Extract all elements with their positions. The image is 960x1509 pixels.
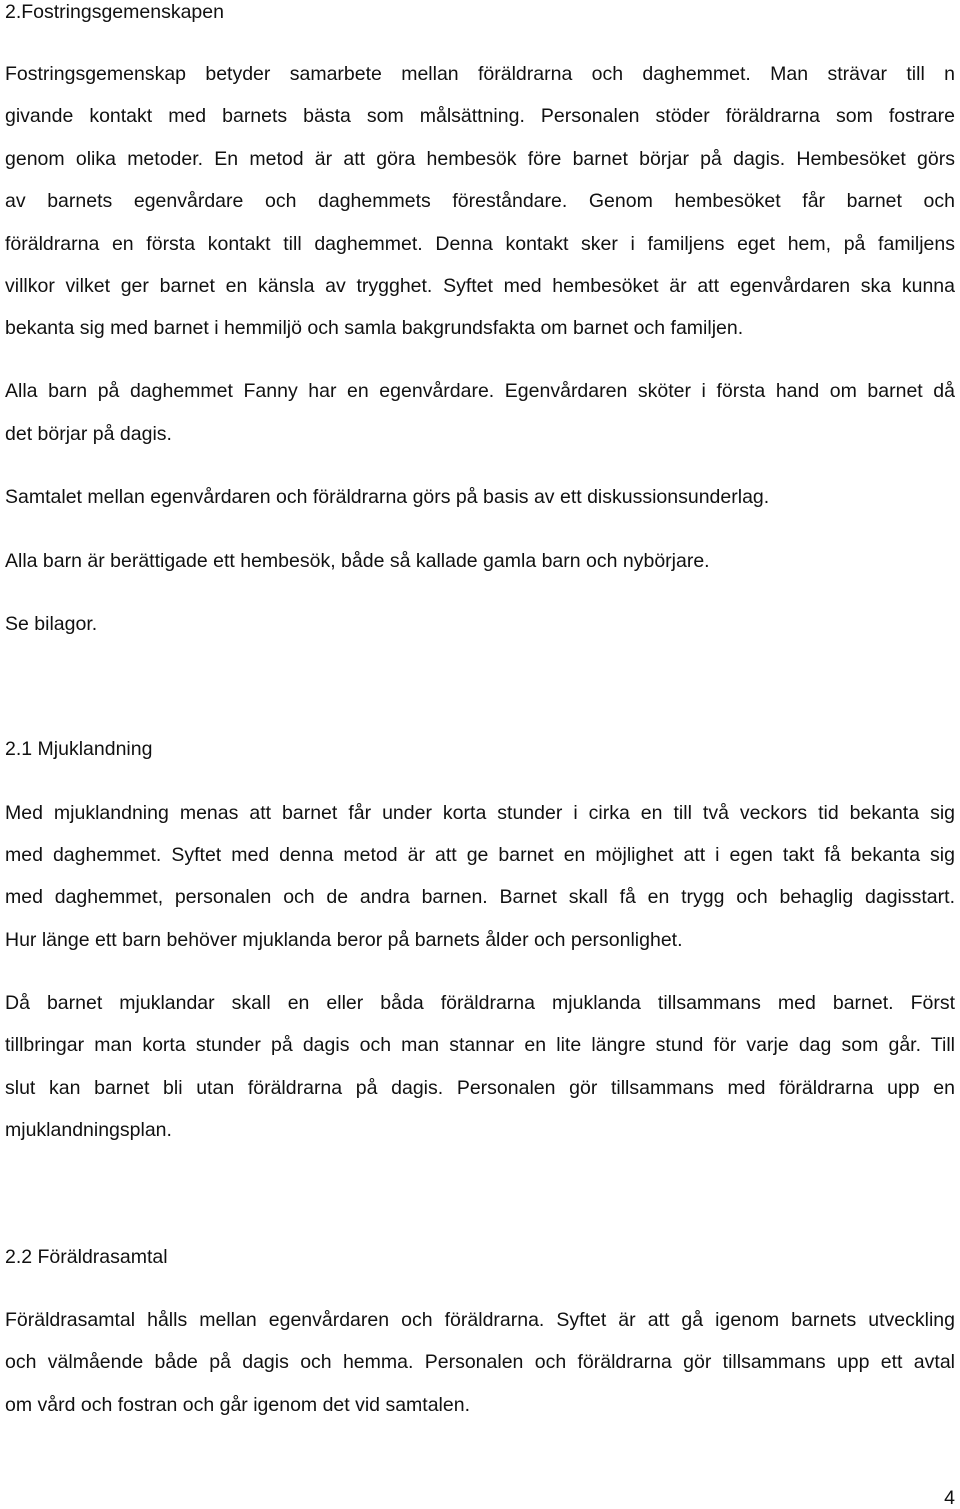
section-heading-foraldrasamtal: 2.2 Föräldrasamtal [5,1246,168,1268]
paragraph-line: slut kan barnet bli utan föräldrarna på dagis. Personalen gör tillsammans med föräldrarna upp en [5,1077,955,1099]
paragraph-line: med daghemmet, personalen och de andra barnen. Barnet skall få en trygg och behaglig dagisstart. [5,886,955,908]
paragraph-line: Med mjuklandning menas att barnet får under korta stunder i cirka en till två veckors tid bekanta sig [5,802,955,824]
paragraph-line: Alla barn på daghemmet Fanny har en egenvårdare. Egenvårdaren sköter i första hand om barnet då [5,380,955,402]
paragraph-line: Se bilagor. [5,613,98,635]
paragraph-line: Då barnet mjuklandar skall en eller båda föräldrarna mjuklanda tillsammans med barnet. Först [5,992,955,1014]
section-heading-mjuklandning: 2.1 Mjuklandning [5,738,153,760]
section-heading-fostringsgemenskapen: 2.Fostringsgemenskapen [5,1,224,23]
paragraph-line: av barnets egenvårdare och daghemmets föreståndare. Genom hembesöket får barnet och [5,190,955,212]
paragraph-line: bekanta sig med barnet i hemmiljö och samla bakgrundsfakta om barnet och familjen. [5,317,744,339]
paragraph-line: mjuklandningsplan. [5,1119,172,1141]
paragraph-line: Hur länge ett barn behöver mjuklanda beror på barnets ålder och personlighet. [5,929,683,951]
paragraph-line: tillbringar man korta stunder på dagis och man stannar en lite längre stund för varje dag som går. Till [5,1034,955,1056]
paragraph-line: givande kontakt med barnets bästa som målsättning. Personalen stöder föräldrarna som fostrare [5,105,955,127]
paragraph-line: och välmående både på dagis och hemma. Personalen och föräldrarna gör tillsammans upp ett avtal [5,1351,955,1373]
paragraph-line: Samtalet mellan egenvårdaren och föräldrarna görs på basis av ett diskussionsunderlag. [5,486,770,508]
page-number: 4 [944,1487,955,1509]
paragraph-line: genom olika metoder. En metod är att göra hembesök före barnet börjar på dagis. Hembesöket görs [5,148,955,170]
paragraph-line: Fostringsgemenskap betyder samarbete mellan föräldrarna och daghemmet. Man strävar till n [5,63,955,85]
paragraph-line: det börjar på dagis. [5,423,172,445]
paragraph-line: föräldrarna en första kontakt till daghemmet. Denna kontakt sker i familjens eget hem, på familjens [5,233,955,255]
paragraph-line: Alla barn är berättigade ett hembesök, både så kallade gamla barn och nybörjare. [5,550,710,572]
paragraph-line: med daghemmet. Syftet med denna metod är att ge barnet en möjlighet att i egen takt få bekanta sig [5,844,955,866]
paragraph-line: villkor vilket ger barnet en känsla av trygghet. Syftet med hembesöket är att egenvårdaren ska kunna [5,275,955,297]
paragraph-line: om vård och fostran och går igenom det vid samtalen. [5,1394,470,1416]
paragraph-line: Föräldrasamtal hålls mellan egenvårdaren och föräldrarna. Syftet är att gå igenom barnets utveckling [5,1309,955,1331]
